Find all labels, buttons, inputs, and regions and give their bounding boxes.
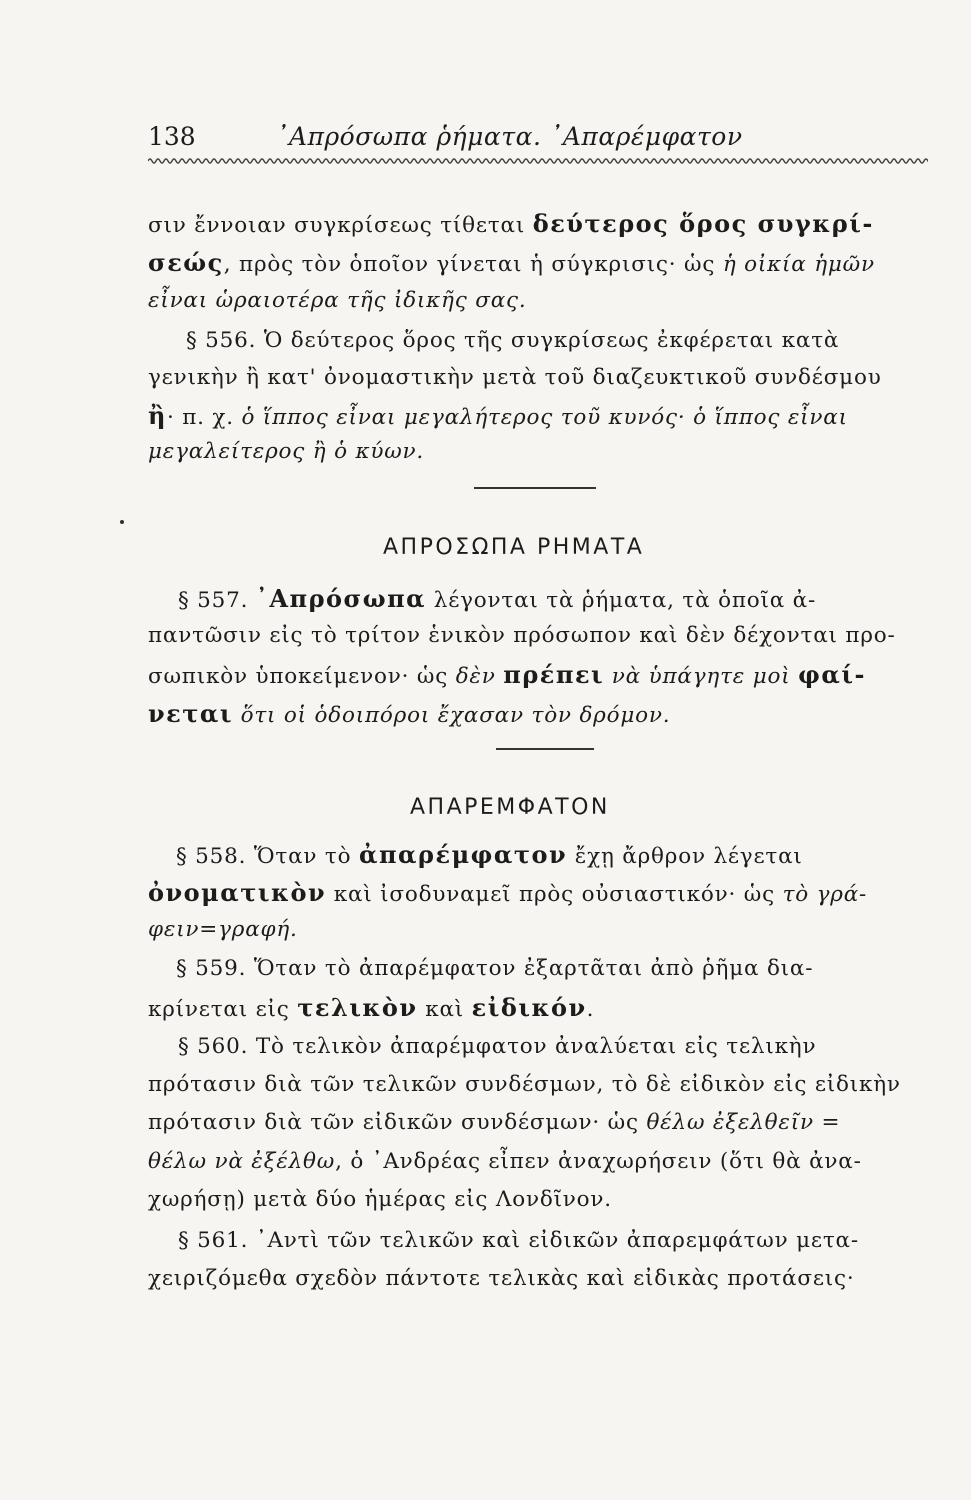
text-line: χωρήσῃ) μετὰ δύο ἡμέρας εἰς Λονδῖνον. [148, 1187, 612, 1212]
text-line: μεγαλείτερος ἢ ὁ κύων. [148, 439, 425, 464]
section-561-line: § 561. ᾿Αντὶ τῶν τελικῶν καὶ εἰδικῶν ἀπαρεμφάτων μετα- [178, 1228, 859, 1253]
section-558-line: § 558. Ὅταν τὸ ἀπαρέμφατον ἔχῃ ἄρθρον λέγεται [176, 840, 803, 869]
text-line: σιν ἔννοιαν συγκρίσεως τίθεται δεύτερος ὅρος συγκρί- [148, 209, 874, 238]
text-line: εἶναι ὡραιοτέρα τῆς ἰδικῆς σας. [148, 288, 527, 313]
section-heading: ΑΠΑΡΕΜΦΑΤΟΝ [410, 795, 610, 820]
section-divider [474, 487, 596, 489]
text-line: νεται ὅτι οἱ ὁδοιπόροι ἔχασαν τὸν δρόμον. [148, 699, 671, 728]
text-line: ἢ· π. χ. ὁ ἵππος εἶναι μεγαλήτερος τοῦ κυνός· ὁ ἵππος εἶναι [148, 401, 848, 430]
text-line: γενικὴν ἢ κατ' ὀνομαστικὴν μετὰ τοῦ διαζευκτικοῦ συνδέσμου [148, 365, 882, 390]
section-divider [496, 748, 594, 750]
text-line: παντῶσιν εἰς τὸ τρίτον ἑνικὸν πρόσωπον καὶ δὲν δέχονται προ- [148, 623, 896, 648]
section-560-line: § 560. Τὸ τελικὸν ἀπαρέμφατον ἀναλύεται εἰς τελικὴν [178, 1034, 817, 1059]
section-556-line: § 556. Ὁ δεύτερος ὅρος τῆς συγκρίσεως ἐκφέρεται κατὰ [186, 328, 840, 353]
page-number: 138 [148, 122, 196, 151]
text-line: σωπικὸν ὑποκείμενον· ὡς δὲν πρέπει νὰ ὑπάγητε μοὶ φαί- [148, 660, 866, 689]
header-wavy-rule [148, 156, 928, 166]
text-line: χειριζόμεθα σχεδὸν πάντοτε τελικὰς καὶ εἰδικὰς προτάσεις· [148, 1266, 855, 1291]
text-line: φειν=γραφή. [148, 917, 298, 942]
section-559-line: § 559. Ὅταν τὸ ἀπαρέμφατον ἐξαρτᾶται ἀπὸ ῥῆμα δια- [176, 956, 814, 981]
text-line: πρότασιν διὰ τῶν τελικῶν συνδέσμων, τὸ δὲ εἰδικὸν εἰς εἰδικὴν [148, 1072, 901, 1097]
section-557-line: § 557. ᾿Απρόσωπα λέγονται τὰ ῥήματα, τὰ ὁποῖα ἀ- [178, 584, 817, 613]
text-line: κρίνεται εἰς τελικὸν καὶ εἰδικόν. [148, 993, 595, 1022]
text-line: πρότασιν διὰ τῶν εἰδικῶν συνδέσμων· ὡς θέλω ἐξελθεῖν = [148, 1110, 841, 1135]
running-title: ᾿Απρόσωπα ῥήματα. ᾿Απαρέμφατον [276, 122, 743, 151]
text-line: θέλω νὰ ἐξέλθω, ὁ ᾿Ανδρέας εἶπεν ἀναχωρήσειν (ὅτι θὰ ἀνα- [148, 1149, 862, 1174]
text-line: σεώς, πρὸς τὸν ὁποῖον γίνεται ἡ σύγκρισις· ὡς ἡ οἰκία ἡμῶν [148, 248, 875, 277]
margin-dot [120, 520, 124, 524]
section-heading: ΑΠΡΟΣΩΠΑ ΡΗΜΑΤΑ [383, 535, 645, 560]
text-line: ὀνοματικὸν καὶ ἰσοδυναμεῖ πρὸς οὐσιαστικόν· ὡς τὸ γρά- [148, 878, 868, 907]
